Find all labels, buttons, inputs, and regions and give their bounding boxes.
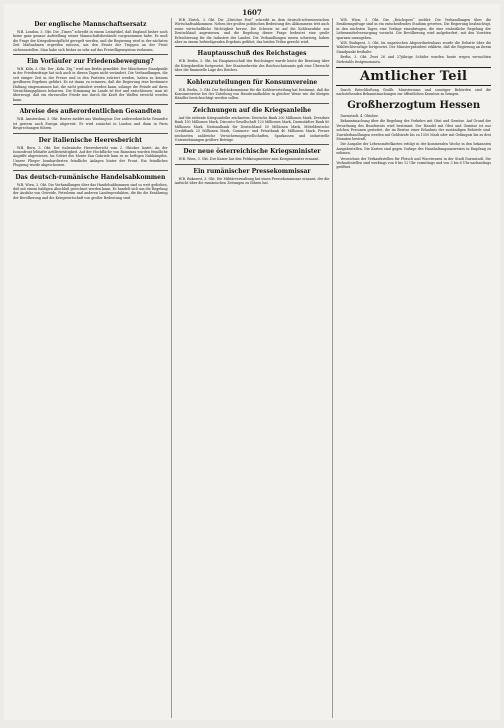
- section-divider: [13, 54, 168, 55]
- article-paragraph: W.B. Berlin, 3. Okt. Der Reichskommissar für die Kohlenverteilung hat bestimmt, daß die Konsumvereine bei der Zuteilung von Hausbrandkohlen in gleicher Weise wie die übrigen Händler berücksichtigt werden sollen.: [174, 87, 330, 101]
- article-paragraph: W.B. Wien, 3. Okt. Der Kaiser hat den Feldzeugmeister zum Kriegsminister ernannt.: [178, 157, 320, 162]
- article-paragraph: W.B. London, 3. Okt. Die „Times“ schreibt in einem Leitartikel, daß England bisher noch keine ganz genaue Aufstellung seiner Mannschaftsbestände vorgenommen habe. Es muß die Frage der Kriegsdienstpflicht geregelt werden, und die Regierung wird in der nächsten Zeit Maßnahmen ergreifen müssen, um den Ersatz der Truppen an der Front sicherzustellen. Man habe sich bisher zu sehr auf das Freiwilligensystem verlassen.: [13, 30, 168, 52]
- article-paragraph: W.B. Bukarest, 3. Okt. Die Militärverwaltung hat einen Pressekommissar ernannt, der die Aufsicht über die rumänischen Zeitungen zu führen hat.: [174, 176, 330, 186]
- section-heading: Großherzogtum Hessen: [347, 99, 481, 111]
- column-3: [333, 18, 494, 718]
- article-heading: Der italienische Heeresbericht: [38, 136, 143, 144]
- newspaper-page: [4, 4, 500, 720]
- column-1: [10, 18, 172, 718]
- columns: [10, 18, 494, 718]
- article-heading: Ein rumänischer Pressekommissar: [193, 167, 311, 175]
- section-divider: [175, 103, 330, 104]
- article-heading: Ein Vorläufer zur Friedensbewegung?: [27, 58, 154, 66]
- article-paragraph: W.B. Berlin, 3. Okt. Im Hauptausschuß des Reichstages wurde heute die Beratung über die Kriegskredite fortgesetzt. Der Staatssekretär des Reichsschatzamts gab eine Übersicht über die finanzielle Lage des Reiches.: [174, 59, 330, 73]
- article-heading: Abreise des außerordentlichen Gesandten: [19, 108, 162, 116]
- article-heading: Kohlenzuteilungen für Konsumvereine: [186, 78, 318, 86]
- article-paragraph: W.B. Wien, 3. Okt. Die „Reichspost“ meldet: Die Verhandlungen über die Ernährungsfrage sind in ein entscheidendes Stadium getreten. Die Regierung beabsichtigt, in den nächsten Tagen eine Vorlage einzubringen, die eine einheitliche Regelung der Lebensmittelversorgung vorsieht. Die Bevölkerung wird aufgefordert, mit den Vorräten sparsam umzugehen.: [336, 18, 492, 40]
- article-paragraph: W.B. Köln, 3. Okt. Der „Köln. Ztg.“ wird aus Berlin gemeldet: Der Münchener Standpunkt in der Friedensfrage hat sich auch in diesen Tagen nicht verändert. Die Verhandlungen, die seit einiger Zeit in der Presse und in den Parteien erörtert werden, haben zu keinem greifbaren Ergebnis geführt. Es ist daran zu erinnern, daß die Regierung eine bestimmte Haltung eingenommen hat, die nicht geändert werden kann, solange die Feinde auf ihren Vernichtungsplänen beharren. Die Stimmung im Lande ist fest und entschlossen; man ist überzeugt, daß ein ehrenvoller Friede nur durch die Kraft der Waffen erreicht werden kann.: [13, 67, 168, 102]
- article-paragraph: Darmstadt, 4. Oktober.: [340, 113, 379, 118]
- article-paragraph: Bekanntmachung über die Regelung des Verkehrs mit Obst und Gemüse. Auf Grund der Verordnung des Bundesrats wird bestimmt: Der Handel mit Obst und Gemüse ist nur solchen Personen gestattet, die im Besitze einer Erlaubnis der zuständigen Behörde sind. Zuwiderhandlungen werden mit Geldstrafe bis zu 1500 Mark oder mit Gefängnis bis zu drei Monaten bestraft.: [336, 119, 492, 141]
- article-heading: Das deutsch-rumänische Handelsabkommen: [15, 173, 166, 181]
- amtlicher-teil-heading: Amtlicher Teil: [336, 67, 491, 86]
- section-divider: [175, 75, 330, 76]
- section-divider: [13, 133, 168, 134]
- article-heading: Der englische Mannschaftsersatz: [34, 21, 147, 28]
- section-divider: [175, 46, 330, 47]
- article-paragraph: Durch Entschließung Großh. Ministeriums und sonstiger Behörden sind die nachstehenden Bekanntmachungen zur öffentlichen Kenntnis zu bringen.: [336, 88, 492, 97]
- article-paragraph: W.B. Wien, 3. Okt. Die Verhandlungen über das Handelsabkommen sind so weit gediehen, daß mit einem baldigen Abschluß gerechnet werden kann. Es handelt sich um die Regelung der Ausfuhr von Getreide, Petroleum und anderen Landesprodukten, die für die Ernährung der Bevölkerung und die Kriegswirtschaft von großer Bedeutung sind.: [13, 182, 168, 200]
- article-heading: Hauptausschuß des Reichstages: [197, 50, 307, 58]
- column-2: [172, 18, 334, 718]
- section-divider: [175, 144, 330, 145]
- article-paragraph: W.B. Budapest, 3. Okt. Im ungarischen Abgeordnetenhaus wurde die Debatte über die Wahlrechtsvorlage fortgesetzt. Der Ministerpräsident erklärte, daß die Regierung an ihrem Standpunkt festhalte.: [336, 41, 492, 54]
- article-heading: Zeichnungen auf die Kriegsanleihe: [192, 106, 312, 114]
- section-divider: [175, 164, 330, 165]
- section-divider: [13, 170, 168, 171]
- article-paragraph: W.B. Bern, 3. Okt. Der italienische Heeresbericht vom 2. Oktober lautet: An der Isonzofront lebhafte Artillerietätigkeit. Auf der Hochfläche von Bainsizza wurden feindliche Angriffe abgewiesen. Im Gebiet des Monte San Gabriele kam es zu heftigen Nahkämpfen. Unsere Flieger bombardierten feindliche Anlagen hinter der Front. Ein feindliches Flugzeug wurde abgeschossen.: [13, 145, 168, 168]
- article-paragraph: Auf die siebente Kriegsanleihe zeichneten: Deutsche Bank 200 Millionen Mark, Dresdner Bank 150 Millionen Mark, Disconto-Gesellschaft 120 Millionen Mark, Darmstädter Bank 80 Millionen Mark, Nationalbank für Deutschland 50 Millionen Mark, Mitteldeutsche Creditbank 25 Millionen Mark, Commerz- und Privatbank 40 Millionen Mark. Ferner zeichneten zahlreiche Versicherungsgesellschaften, Sparkassen und industrielle Unternehmungen größere Beträge.: [174, 115, 330, 142]
- article-paragraph: Berlin, 3. Okt. Zwei 26 und 27jährige Schüler wurden heute wegen versuchten Diebstahls festgenommen.: [336, 55, 492, 64]
- article-paragraph: Verzeichnis der Verkaufsstellen für Fleisch und Wurstwaren in der Stadt Darmstadt. Die Verkaufsstellen sind werktags von 8 bis 12 Uhr vormittags und von 3 bis 6 Uhr nachmittags geöffnet.: [336, 156, 492, 170]
- page-number: 1607: [242, 8, 262, 17]
- section-divider: [13, 104, 168, 105]
- article-paragraph: W.B. Zürich, 3. Okt. Die „Züricher Post“ schreibt zu dem deutsch-schweizerischen Wirtschaftsabkommen: Neben der großen politischen Bedeutung des Abkommens tritt auch seine wirtschaftliche Wichtigkeit hervor. Die Schweiz ist auf die Kohlenzufuhr aus Deutschland angewiesen, und die Regelung dieser Frage bedeutet eine große Erleichterung für die Industrie des Landes. Die Verhandlungen waren schwierig, haben aber zu einem befriedigenden Ergebnis geführt, das beiden Teilen gerecht wird.: [174, 18, 330, 45]
- article-paragraph: W.B. Amsterdam, 3. Okt. Reuter meldet aus Washington: Der außerordentliche Gesandte ist gestern nach Europa abgereist. Er wird zunächst in London und dann in Paris Besprechungen führen.: [13, 117, 168, 131]
- article-heading: Der neue österreichische Kriegsminister: [183, 148, 321, 156]
- article-paragraph: Die Ausgabe der Lebensmittelkarten erfolgt in der kommenden Woche in den bekannten Ausgabestellen. Die Karten sind gegen Vorlage des Haushaltungsausweises in Empfang zu nehmen.: [336, 142, 492, 156]
